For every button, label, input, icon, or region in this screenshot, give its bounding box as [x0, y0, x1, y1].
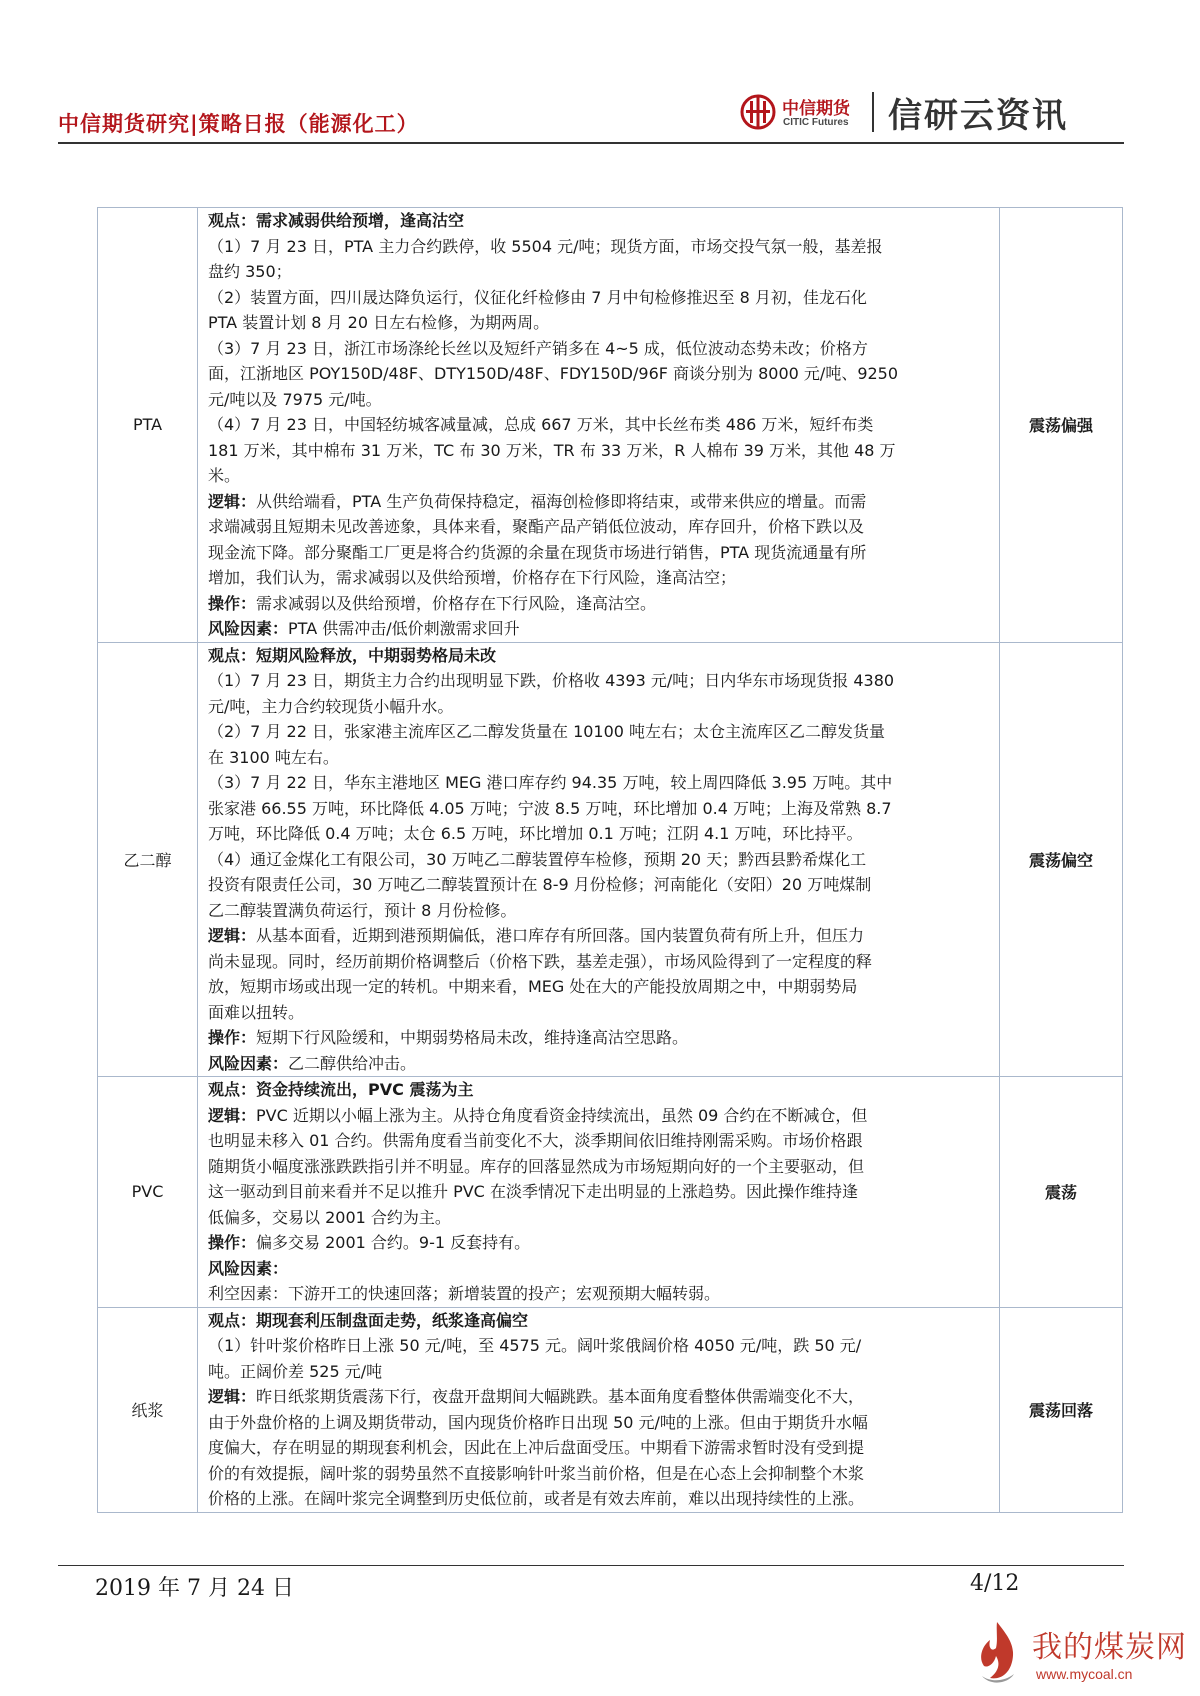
- analysis-line: [208, 1230, 991, 1256]
- line-text: 张家港 66.55 万吨，环比降低 4.05 万吨；宁波 8.5 万吨，环比增加 0.4 万吨；上海及常熟 8.7: [208, 798, 892, 818]
- line-text: （2）7 月 22 日，张家港主流库区乙二醇发货量在 10100 吨左右；太仓主流库区乙二醇发货量: [208, 722, 886, 741]
- analysis-line: [208, 719, 991, 745]
- analysis-cell: [198, 1307, 1000, 1512]
- report-header-title: 中信期货研究|策略日报（能源化工）: [58, 112, 419, 136]
- line-text: （3）7 月 22 日，华东主港地区 MEG 港口库存约 94.35 万吨，较上周四降低 3.95 万吨。其中: [208, 773, 893, 792]
- section-label: 逻辑：: [208, 491, 257, 511]
- line-text: （1）7 月 23 日，PTA 主力合约跌停，收 5504 元/吨；现货方面，市场交投气氛一般，基差报: [208, 236, 883, 256]
- line-text: PTA 装置计划 8 月 20 日左右检修，为期两周。: [208, 313, 550, 332]
- line-text: 利空因素：下游开工的快速回落；新增装置的投产；宏观预期大幅转弱。: [208, 1284, 721, 1303]
- analysis-line: [208, 745, 991, 771]
- outlook-cell: 震荡偏空: [1000, 642, 1123, 1077]
- line-text: 需求减弱以及供给预增，价格存在下行风险，逢高沽空。: [256, 593, 657, 613]
- analysis-line: [208, 1077, 991, 1103]
- line-text: 元/吨，主力合约较现货小幅升水。: [208, 696, 454, 716]
- analysis-line: [208, 1435, 991, 1461]
- line-text: 万吨，环比降低 0.4 万吨；太仓 6.5 万吨，环比增加 0.1 万吨；江阴 4.1 万吨，环比持平。: [208, 824, 863, 843]
- analysis-line: [208, 694, 991, 720]
- outlook-cell: 震荡回落: [1000, 1307, 1123, 1512]
- logo-en-text: CITIC Futures: [783, 117, 849, 128]
- page-number: 4/12: [970, 1571, 1020, 1596]
- line-text: 吨。正阔价差 525 元/吨: [208, 1361, 383, 1381]
- section-label: 风险因素：: [208, 619, 289, 638]
- line-text: 这一驱动到目前来看并不足以推升 PVC 在淡季情况下走出明显的上涨趋势。因此操作维持逢: [208, 1182, 858, 1201]
- analysis-line: [208, 438, 991, 464]
- outlook-cell: 震荡: [1000, 1077, 1123, 1308]
- analysis-line: [208, 208, 991, 234]
- analysis-line: [208, 1103, 991, 1129]
- logo-cn-text: 中信期货: [782, 99, 850, 119]
- section-label: 观点：: [208, 1310, 257, 1330]
- line-text: （1）7 月 23 日，期货主力合约出现明显下跌，价格收 4393 元/吨；日内华东市场现货报 4380: [208, 671, 895, 690]
- analysis-line: [208, 1359, 991, 1385]
- line-text: 在 3100 吨左右。: [208, 747, 339, 767]
- product-name-cell: 乙二醇: [98, 642, 198, 1077]
- outlook-cell: 震荡偏强: [1000, 208, 1123, 643]
- line-text: PTA 供需冲击/低价刺激需求回升: [288, 619, 520, 638]
- analysis-line: [208, 336, 991, 362]
- line-text: 尚未显现。同时，经历前期价格调整后（价格下跌，基差走强），市场风险得到了一定程度的释: [208, 951, 873, 971]
- analysis-line: [208, 1461, 991, 1487]
- line-text: 度偏大，存在明显的期现套利机会，因此在上冲后盘面受压。中期看下游需求暂时没有受到提: [208, 1438, 865, 1457]
- analysis-line: [208, 489, 991, 515]
- line-text: 由于外盘价格的上调及期货带动，国内现货价格昨日出现 50 元/吨的上涨。但由于期货升水幅: [208, 1412, 868, 1432]
- analysis-cell: [198, 208, 1000, 643]
- section-label: 观点：: [208, 645, 257, 665]
- line-text: 增加，我们认为，需求减弱以及供给预增，价格存在下行风险，逢高沽空；: [208, 568, 737, 587]
- section-label: 风险因素：: [208, 1053, 289, 1073]
- analysis-line: [208, 1281, 991, 1307]
- line-text: 随期货小幅度涨涨跌跌指引并不明显。库存的回落显然成为市场短期向好的一个主要驱动，但: [208, 1156, 865, 1176]
- analysis-line: [208, 463, 991, 489]
- line-text: 181 万米，其中棉布 31 万米，TC 布 30 万米，TR 布 33 万米，R 人棉布 39 万米，其他 48 万: [208, 440, 896, 460]
- line-text: 短期下行风险缓和，中期弱势格局未改，维持逢高沽空思路。: [256, 1028, 689, 1047]
- line-text: （1）针叶浆价格昨日上涨 50 元/吨，至 4575 元。阔叶浆俄阔价格 4050 元/吨，跌 50 元/: [208, 1336, 862, 1355]
- section-label: 逻辑：: [208, 1105, 257, 1125]
- analysis-line: [208, 1384, 991, 1410]
- product-name-cell: PTA: [98, 208, 198, 643]
- section-label: 观点：: [208, 1080, 257, 1099]
- analysis-line: [208, 565, 991, 591]
- line-text: 资金持续流出，PVC 震荡为主: [256, 1080, 474, 1099]
- flame-logo-icon: [968, 1618, 1026, 1684]
- table-row: [98, 1307, 1123, 1512]
- table-row: [98, 208, 1123, 643]
- analysis-line: [208, 310, 991, 336]
- analysis-line: [208, 1179, 991, 1205]
- watermark-site-name: 我的煤炭网: [1032, 1630, 1187, 1665]
- analysis-line: [208, 1128, 991, 1154]
- footer-rule: [58, 1565, 1124, 1566]
- analysis-line: [208, 1410, 991, 1436]
- line-text: 投资有限责任公司，30 万吨乙二醇装置预计在 8-9 月份检修；河南能化（安阳）20 万吨煤制: [208, 875, 872, 894]
- line-text: 求端减弱且短期未见改善迹象，具体来看，聚酯产品产销低位波动，库存回升，价格下跌以及: [208, 517, 865, 536]
- section-label: 操作：: [208, 1233, 257, 1252]
- analysis-line: [208, 898, 991, 924]
- line-text: 乙二醇供给冲击。: [288, 1053, 417, 1073]
- line-text: 需求减弱供给预增，逢高沽空: [256, 211, 465, 230]
- header-separator: [872, 92, 874, 132]
- line-text: （4）通辽金煤化工有限公司，30 万吨乙二醇装置停车检修，预期 20 天；黔西县黔希煤化工: [208, 849, 867, 869]
- analysis-line: [208, 234, 991, 260]
- analysis-line: [208, 1000, 991, 1026]
- analysis-line: [208, 770, 991, 796]
- section-label: 逻辑：: [208, 926, 257, 945]
- line-text: 价格的上涨。在阔叶浆完全调整到历史低位前，或者是有效去库前，难以出现持续性的上涨。: [208, 1489, 865, 1508]
- line-text: 米。: [208, 466, 241, 485]
- line-text: 低偏多，交易以 2001 合约为主。: [208, 1207, 451, 1227]
- analysis-line: [208, 796, 991, 822]
- line-text: 元/吨以及 7975 元/吨。: [208, 389, 382, 409]
- line-text: 昨日纸浆期货震荡下行，夜盘开盘期间大幅跳跌。基本面角度看整体供需端变化不大，: [256, 1387, 865, 1406]
- line-text: 盘约 350；: [208, 262, 292, 281]
- analysis-line: [208, 361, 991, 387]
- line-text: 也明显未移入 01 合约。供需角度看当前变化不大，淡季期间依旧维持刚需采购。市场价格跟: [208, 1131, 863, 1150]
- line-text: 面，江浙地区 POY150D/48F、DTY150D/48F、FDY150D/96F 商谈分别为 8000 元/吨、9250: [208, 364, 899, 383]
- section-label: 操作：: [208, 1028, 257, 1047]
- analysis-line: [208, 1154, 991, 1180]
- line-text: 从基本面看，近期到港预期偏低，港口库存有所回落。国内装置负荷有所上升，但压力: [256, 926, 865, 945]
- product-name-cell: PVC: [98, 1077, 198, 1308]
- analysis-line: [208, 1333, 991, 1359]
- section-label: 风险因素：: [208, 1258, 289, 1278]
- analysis-line: [208, 847, 991, 873]
- line-text: PVC 近期以小幅上涨为主。从持仓角度看资金持续流出，虽然 09 合约在不断减仓，但: [256, 1105, 868, 1125]
- line-text: 从供给端看，PTA 生产负荷保持稳定，福海创检修即将结束，或带来供应的增量。而需: [256, 491, 867, 511]
- analysis-line: [208, 1308, 991, 1334]
- analysis-line: [208, 643, 991, 669]
- line-text: （2）装置方面，四川晟达降负运行，仪征化纤检修由 7 月中旬检修推迟至 8 月初，佳龙石化: [208, 287, 867, 307]
- line-text: 面难以扭转。: [208, 1002, 305, 1022]
- analysis-line: [208, 923, 991, 949]
- analysis-line: [208, 591, 991, 617]
- analysis-line: [208, 1205, 991, 1231]
- analysis-line: [208, 974, 991, 1000]
- line-text: 短期风险释放，中期弱势格局未改: [256, 645, 497, 665]
- header-rule: [58, 142, 1124, 144]
- watermark-url: www.mycoal.cn: [1036, 1666, 1133, 1682]
- analysis-line: [208, 1051, 991, 1077]
- table-row: [98, 642, 1123, 1077]
- analysis-line: [208, 514, 991, 540]
- analysis-line: [208, 1025, 991, 1051]
- line-text: 现金流下降。部分聚酯工厂更是将合约货源的余量在现货市场进行销售，PTA 现货流通量有所: [208, 542, 867, 562]
- product-name-cell: 纸浆: [98, 1307, 198, 1512]
- analysis-cell: [198, 1077, 1000, 1308]
- analysis-line: [208, 540, 991, 566]
- analysis-line: [208, 1486, 991, 1512]
- line-text: （4）7 月 23 日，中国轻纺城客减量减，总成 667 万米，其中长丝布类 486 万米，短纤布类: [208, 415, 874, 434]
- analysis-line: [208, 616, 991, 642]
- brand-name: 信研云资讯: [888, 96, 1068, 136]
- strategy-table: [97, 207, 1123, 1513]
- analysis-line: [208, 387, 991, 413]
- section-label: 逻辑：: [208, 1387, 257, 1406]
- report-date: 2019 年 7 月 24 日: [95, 1576, 294, 1601]
- table-row: [98, 1077, 1123, 1308]
- analysis-line: [208, 1256, 991, 1282]
- section-label: 观点：: [208, 211, 257, 230]
- line-text: 放，短期市场或出现一定的转机。中期来看，MEG 处在大的产能投放周期之中，中期弱势局: [208, 977, 858, 996]
- analysis-line: [208, 285, 991, 311]
- analysis-line: [208, 668, 991, 694]
- analysis-cell: [198, 642, 1000, 1077]
- line-text: 价的有效提振，阔叶浆的弱势虽然不直接影响针叶浆当前价格，但是在心态上会抑制整个木浆: [208, 1463, 865, 1483]
- analysis-line: [208, 872, 991, 898]
- line-text: 偏多交易 2001 合约。9-1 反套持有。: [256, 1233, 531, 1252]
- line-text: （3）7 月 23 日，浙江市场涤纶长丝以及短纤产销多在 4~5 成，低位波动态势未改；价格方: [208, 338, 868, 358]
- section-label: 操作：: [208, 593, 257, 613]
- analysis-line: [208, 949, 991, 975]
- analysis-line: [208, 412, 991, 438]
- analysis-line: [208, 821, 991, 847]
- analysis-line: [208, 259, 991, 285]
- line-text: 期现套利压制盘面走势，纸浆逢高偏空: [256, 1310, 529, 1330]
- line-text: 乙二醇装置满负荷运行，预计 8 月份检修。: [208, 900, 517, 920]
